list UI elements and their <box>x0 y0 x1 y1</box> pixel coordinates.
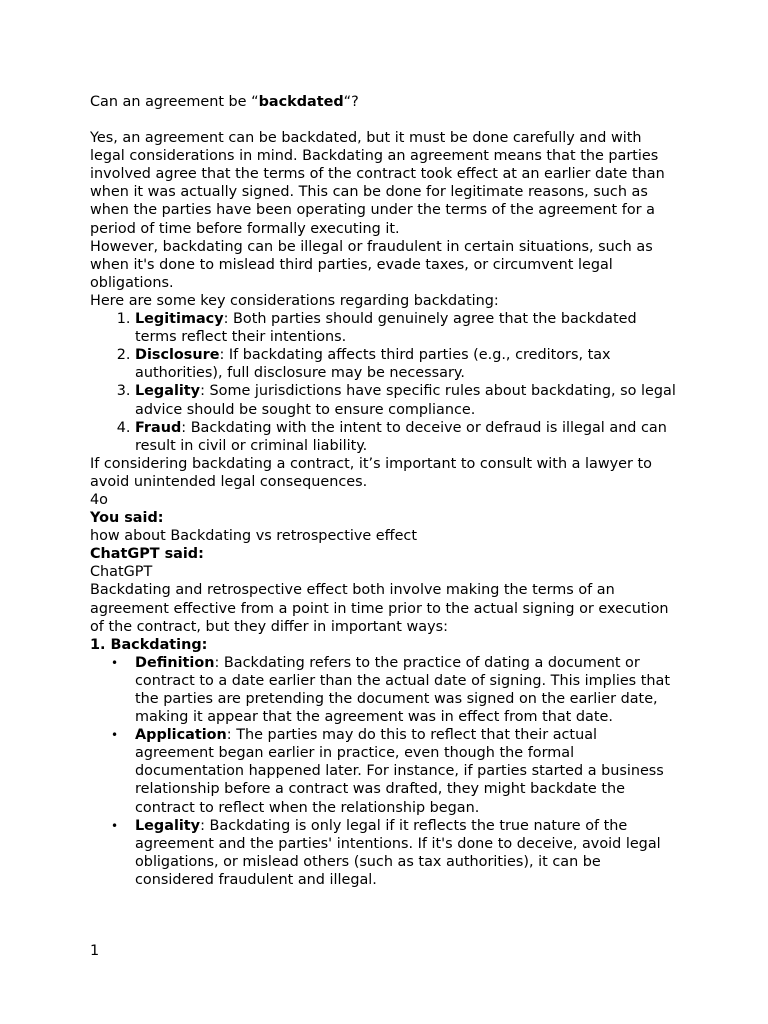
question-text-before: Can an agreement be “ <box>90 94 259 110</box>
assistant-label <box>90 545 680 563</box>
list-item-text: : The parties may do this to reflect that their actual agreement began earlier in practice, even though the formal documentation happened later. For instance, if parties started a business relationship before a contract was drafted, they might backdate the contract to reflect when the relationship began. <box>135 727 664 816</box>
list-item-term: Legality <box>135 817 201 834</box>
list-item <box>135 419 680 455</box>
question-heading <box>90 93 680 111</box>
bullet-icon: • <box>111 728 119 743</box>
assistant-name: ChatGPT <box>90 564 153 581</box>
section-heading <box>90 636 680 654</box>
user-label-text: You said: <box>90 510 164 527</box>
list-item-text: : Backdating is only legal if it reflects the true nature of the agreement and the parties' intentions. If it's done to deceive, avoid legal obligations, or mislead others (such as tax authorities), it can be considered fraudulent and illegal. <box>135 817 661 888</box>
model-tag: 4o <box>90 491 108 508</box>
list-item-term: Disclosure <box>135 347 220 364</box>
bullet-icon: • <box>111 655 119 670</box>
list-item-text: : If backdating affects third parties (e.g., creditors, tax authorities), full disclosure may be necessary. <box>135 347 611 382</box>
question-bold-term: backdated <box>258 94 344 110</box>
list-item <box>111 654 680 726</box>
list-item-term: Legitimacy <box>135 311 224 328</box>
answer-paragraph: Yes, an agreement can be backdated, but it must be done carefully and with legal considerations in mind. Backdating an agreement means that the parties involved agree that the terms of the contract took effect at an earlier date than when it was actually signed. This can be done for legitimate reasons, such as when the parties have been operating under the terms of the agreement for a period of time before formally executing it. <box>90 130 665 237</box>
considerations-list <box>90 310 680 455</box>
user-message: how about Backdating vs retrospective effect <box>90 528 417 545</box>
document-body <box>90 93 680 889</box>
list-item <box>135 382 680 418</box>
list-item <box>135 310 680 346</box>
spacer <box>90 111 680 129</box>
list-item <box>111 817 680 889</box>
intro-paragraph: Backdating and retrospective effect both involve making the terms of an agreement effective from a point in time prior to the actual signing or execution of the contract, but they differ in important ways: <box>90 582 669 635</box>
list-item-text: : Some jurisdictions have specific rules about backdating, so legal advice should be sought to ensure compliance. <box>135 383 676 418</box>
question-text-after: “? <box>343 94 359 110</box>
user-label <box>90 509 680 527</box>
page-number: 1 <box>90 943 100 959</box>
conclusion-paragraph: If considering backdating a contract, it’s important to consult with a lawyer to avoid unintended legal consequences. <box>90 455 652 490</box>
answer-paragraph: However, backdating can be illegal or fraudulent in certain situations, such as when it's done to mislead third parties, evade taxes, or circumvent legal obligations. <box>90 238 653 291</box>
backdating-points-list <box>90 654 680 889</box>
list-item-term: Legality <box>135 383 201 400</box>
list-item-term: Application <box>135 727 227 744</box>
list-item <box>135 346 680 382</box>
assistant-label-text: ChatGPT said: <box>90 546 204 563</box>
list-item-term: Fraud <box>135 419 182 436</box>
list-item-text: : Backdating with the intent to deceive or defraud is illegal and can result in civil or criminal liability. <box>135 419 667 454</box>
list-item-term: Definition <box>135 654 215 671</box>
list-item <box>111 726 680 816</box>
bullet-icon: • <box>111 818 119 833</box>
list-item-text: : Backdating refers to the practice of dating a document or contract to a date earlier than the actual date of signing. This implies that the parties are pretending the document was signed on the earlier date, making it appear that the agreement was in effect from that date. <box>135 654 670 726</box>
section-heading-text: 1. Backdating: <box>90 636 208 653</box>
list-item-text: : Both parties should genuinely agree that the backdated terms reflect their intentions. <box>135 311 637 346</box>
answer-paragraph: Here are some key considerations regarding backdating: <box>90 292 499 309</box>
